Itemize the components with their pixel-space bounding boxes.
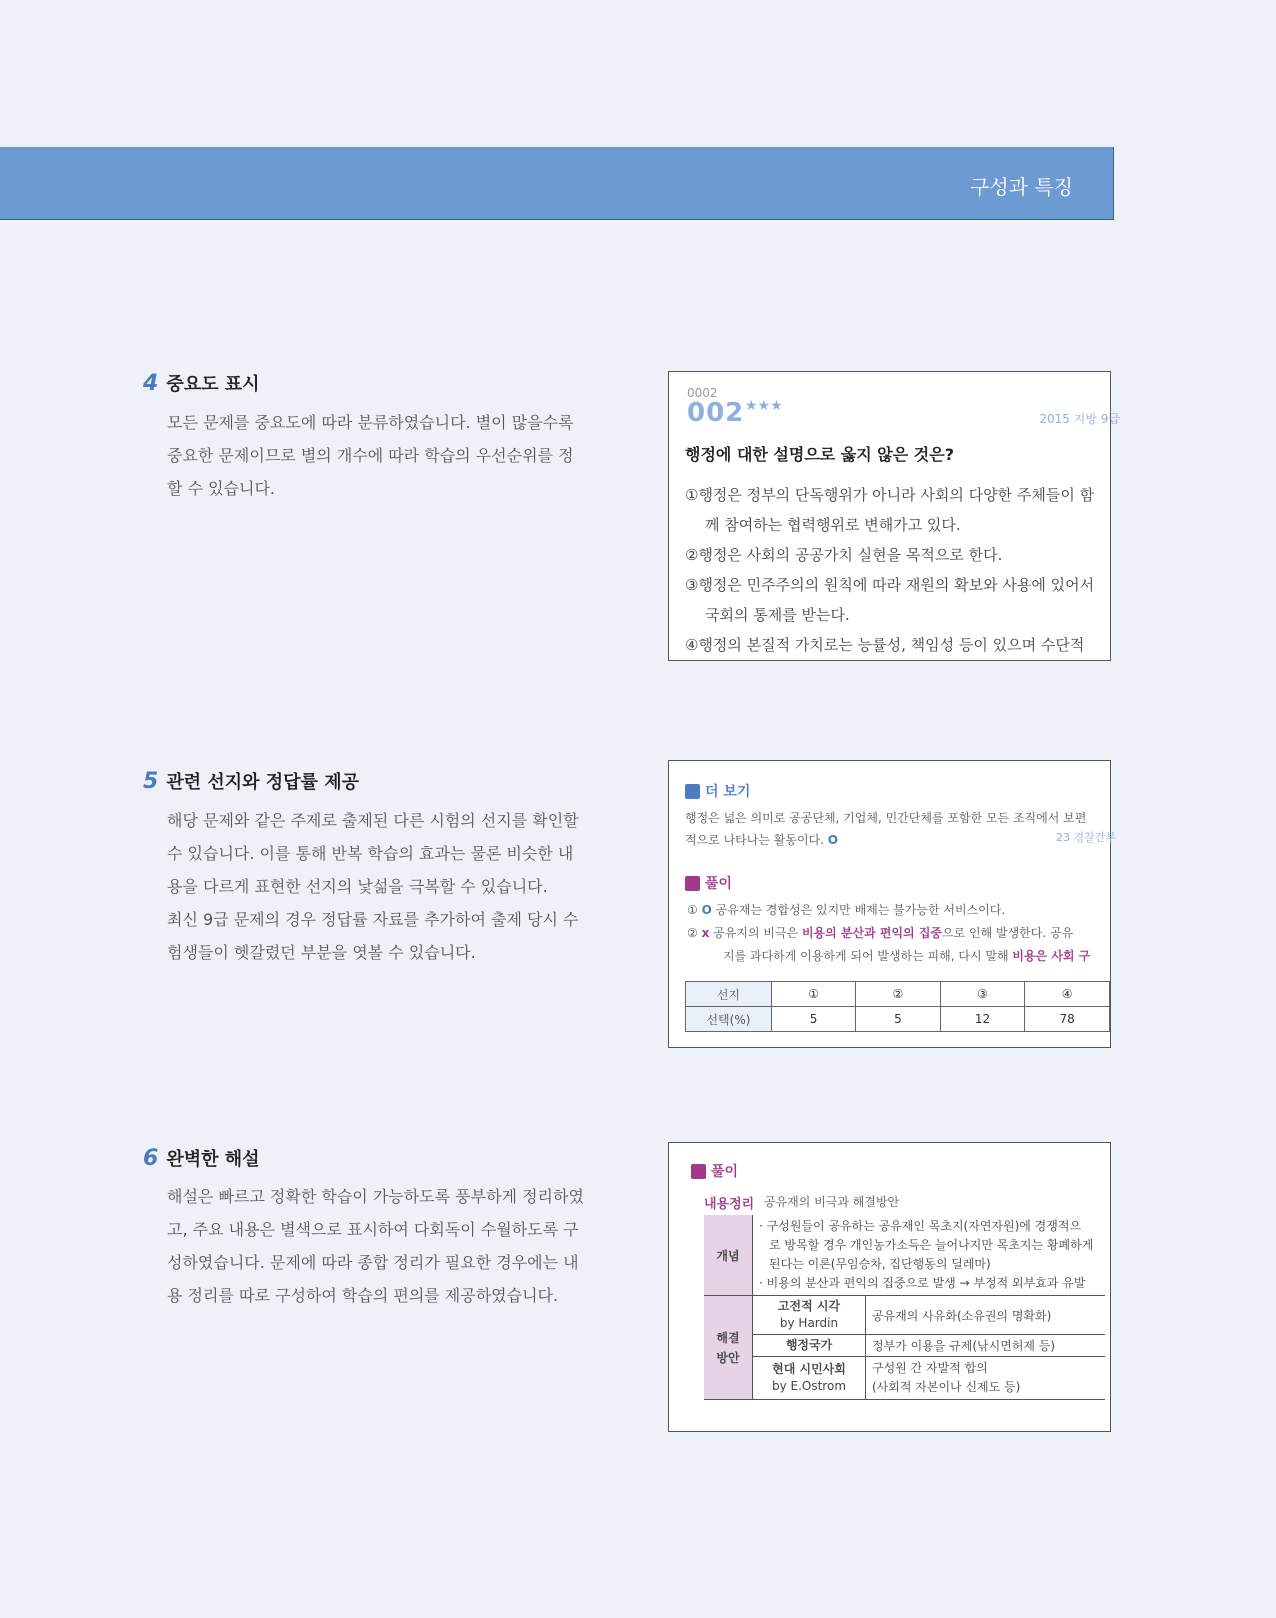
header-title: 구성과 특징 bbox=[970, 175, 1073, 199]
section-6-description: 해설은 빠르고 정확한 학습이 가능하도록 풍부하게 정리하였고, 주요 내용은 별색으로 표시하여 다회독이 수월하도록 구성하였습니다. 문제에 따라 종합 정리가 필요한 경우에는 내용 정리를 따로 구성하여 학습의 편의를 제공하였습니다. bbox=[167, 1187, 584, 1305]
plan-desc-cell bbox=[866, 1357, 1106, 1400]
choice-4: ④행정의 본질적 가치로는 능률성, 책임성 등이 있으며 수단적 bbox=[685, 636, 1085, 654]
importance-stars-icon: ★★★ bbox=[745, 398, 783, 414]
more-line-2-text: 적으로 나타나는 활동이다. bbox=[685, 833, 824, 847]
more-heading bbox=[685, 781, 750, 801]
table-cell: 5 bbox=[771, 1007, 855, 1032]
choice-2: ②행정은 사회의 공공가치 실현을 목적으로 한다. bbox=[685, 546, 1003, 564]
concept-line: · 비용의 분산과 편익의 집중으로 발생 → 부정적 외부효과 유발 bbox=[759, 1276, 1086, 1290]
plan-desc-2: (사회적 자본이나 신제도 등) bbox=[872, 1380, 1021, 1394]
table-header-cell: ① bbox=[771, 982, 855, 1007]
more-line-1: 행정은 넓은 의미로 공공단체, 기업체, 민간단체를 포함한 모든 조직에서 보편 bbox=[685, 811, 1087, 825]
plan-name-cell bbox=[753, 1296, 866, 1335]
solution-icon bbox=[691, 1164, 706, 1179]
plan-desc: 공유재의 사유화(소유권의 명확화) bbox=[866, 1296, 1106, 1335]
section-5-heading bbox=[143, 768, 359, 794]
more-label: 더 보기 bbox=[705, 784, 751, 800]
summary-label: 내용정리 bbox=[704, 1197, 755, 1212]
solution-line-2-pre: 공유지의 비극은 bbox=[713, 926, 802, 940]
solution-line-2-num: ② bbox=[687, 926, 698, 940]
related-choices-card bbox=[668, 760, 1116, 1048]
wrong-mark-icon: x bbox=[701, 926, 710, 940]
concept-line: · 구성원들이 공유하는 공유재인 목초지(자연자원)에 경쟁적으 bbox=[759, 1219, 1082, 1233]
solution-plan-label: 해결 방안 bbox=[704, 1296, 753, 1400]
section-title: 관련 선지와 정답률 제공 bbox=[166, 772, 359, 793]
explanation-card bbox=[668, 1142, 1111, 1432]
plan-desc: 정부가 이용을 규제(낚시면허제 등) bbox=[866, 1335, 1106, 1357]
choice-1: ①행정은 정부의 단독행위가 아니라 사회의 다양한 주체들이 함 bbox=[685, 486, 1095, 504]
solution-heading bbox=[685, 873, 732, 893]
table-header-cell: ④ bbox=[1025, 982, 1110, 1007]
section-title: 완벽한 해설 bbox=[166, 1149, 260, 1170]
solution-line-2-post: 으로 인해 발생한다. 공유 bbox=[942, 926, 1074, 940]
table-row bbox=[686, 1007, 1110, 1032]
solution-lines bbox=[687, 899, 1090, 968]
section-5-description-p1: 해당 문제와 같은 주제로 출제된 다른 시험의 선지를 확인할 수 있습니다. 이를 통해 반복 학습의 효과는 물론 비슷한 내용을 다르게 표현한 선지의 낯섦을 극복할 수 있습니다. bbox=[167, 811, 579, 896]
table-cell: 선택(%) bbox=[686, 1007, 772, 1032]
answer-rate-table bbox=[685, 981, 1110, 1032]
table-header-cell: ③ bbox=[940, 982, 1025, 1007]
section-title: 중요도 표시 bbox=[166, 374, 260, 395]
question-small-number: 0002 bbox=[687, 386, 718, 400]
more-source: 23 경찰간부 bbox=[1056, 831, 1116, 844]
solution-label: 풀이 bbox=[711, 1164, 739, 1180]
choice-3-continued: 국회의 통제를 받는다. bbox=[705, 606, 850, 624]
choice-1-continued: 께 참여하는 협력행위로 변해가고 있다. bbox=[705, 516, 961, 534]
table-cell: 78 bbox=[1025, 1007, 1110, 1032]
table-header-cell: ② bbox=[856, 982, 940, 1007]
table-row bbox=[686, 982, 1110, 1007]
table-cell: 12 bbox=[940, 1007, 1025, 1032]
section-6-heading bbox=[143, 1145, 260, 1171]
question-choices bbox=[685, 480, 1185, 660]
solution-line-1-num: ① bbox=[687, 903, 698, 917]
question-number: 002 bbox=[687, 398, 745, 428]
section-number: 5 bbox=[143, 769, 159, 794]
correct-mark-icon: O bbox=[827, 833, 838, 847]
plan-name: 행정국가 bbox=[753, 1335, 866, 1357]
concept-line: 로 방목할 경우 개인농가소득은 늘어나지만 목초지는 황폐하게 bbox=[769, 1238, 1094, 1252]
plan-sub: by E.Ostrom bbox=[771, 1379, 847, 1393]
section-number: 4 bbox=[143, 371, 159, 396]
solution-line-1 bbox=[687, 899, 1090, 922]
solution-line-1-text: 공유재는 경합성은 있지만 배제는 불가능한 서비스이다. bbox=[715, 903, 1006, 917]
section-5-description-p2: 최신 9급 문제의 경우 정답률 자료를 추가하여 출제 당시 수험생들이 헷갈렸던 부분을 엿볼 수 있습니다. bbox=[167, 910, 579, 962]
question-text: 행정에 대한 설명으로 옳지 않은 것은? bbox=[685, 445, 954, 464]
plan-sub: by Hardin bbox=[779, 1316, 839, 1330]
plan-name: 현대 시민사회 bbox=[772, 1362, 846, 1376]
table-row bbox=[704, 1296, 1105, 1335]
table-row bbox=[704, 1335, 1105, 1357]
solution-line-3-pre: 지를 과다하게 이용하게 되어 발생하는 피해, 다시 말해 bbox=[723, 949, 1013, 963]
solution-heading bbox=[691, 1161, 738, 1181]
summary-table bbox=[704, 1215, 1105, 1400]
solution-icon bbox=[685, 876, 700, 891]
solution-label: 풀이 bbox=[705, 876, 733, 892]
header-banner bbox=[0, 147, 1114, 220]
section-5-description bbox=[167, 804, 587, 969]
more-icon bbox=[685, 784, 700, 799]
concept-body bbox=[753, 1215, 1106, 1296]
question-source: 2015 지방 9급 bbox=[1039, 412, 1120, 426]
solution-line-3 bbox=[687, 945, 1090, 968]
concept-label: 개념 bbox=[704, 1215, 753, 1296]
table-header-cell: 선지 bbox=[686, 982, 772, 1007]
section-4-description: 모든 문제를 중요도에 따라 분류하였습니다. 별이 많을수록 중요한 문제이므로 별의 개수에 따라 학습의 우선순위를 정할 수 있습니다. bbox=[167, 413, 574, 498]
question-sample-card bbox=[668, 371, 1120, 661]
table-row bbox=[704, 1357, 1105, 1400]
section-4-heading bbox=[143, 370, 260, 396]
plan-desc: 구성원 간 자발적 합의 bbox=[872, 1361, 988, 1375]
solution-line-3-highlight: 비용은 사회 구 bbox=[1012, 949, 1091, 963]
section-number: 6 bbox=[143, 1146, 159, 1171]
plan-name-cell bbox=[753, 1357, 866, 1400]
choice-3: ③행정은 민주주의의 원칙에 따라 재원의 확보와 사용에 있어서 bbox=[685, 576, 1095, 594]
table-cell: 5 bbox=[856, 1007, 940, 1032]
table-row bbox=[704, 1215, 1105, 1296]
summary-title: 공유재의 비극과 해결방안 bbox=[764, 1195, 900, 1209]
plan-name: 고전적 시각 bbox=[777, 1299, 841, 1313]
solution-line-2-highlight: 비용의 분산과 편익의 집중 bbox=[801, 926, 942, 940]
concept-line: 된다는 이론(무임승차, 집단행동의 딜레마) bbox=[769, 1257, 991, 1271]
correct-mark-icon: O bbox=[701, 903, 712, 917]
solution-line-2 bbox=[687, 922, 1090, 945]
